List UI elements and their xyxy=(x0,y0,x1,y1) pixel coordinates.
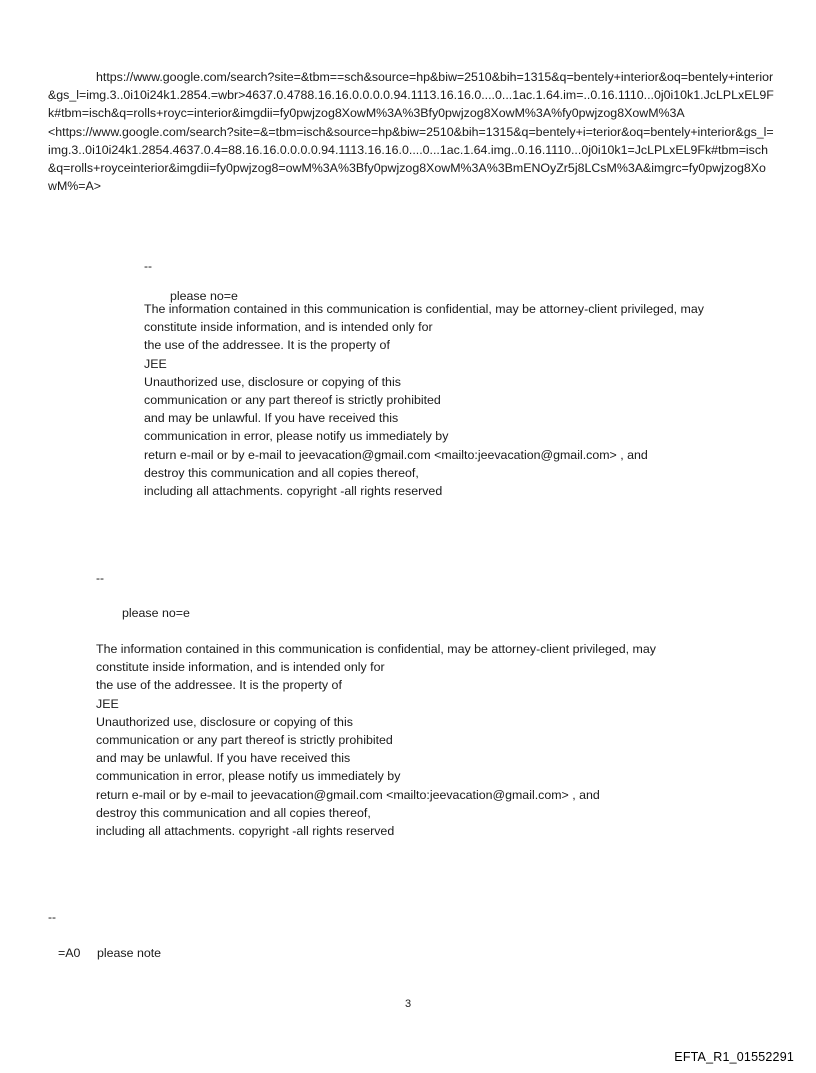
disclaimer-1-line: including all attachments. copyright -all rights reserved xyxy=(144,484,443,499)
disclaimer-1-line: constitute inside information, and is intended only for xyxy=(144,320,433,335)
disclaimer-2-line: Unauthorized use, disclosure or copying of this xyxy=(96,714,353,729)
url-line-1[interactable]: https://www.google.com/search?site=&tbm==sch&source=hp&biw=2510&bih=1315&q=bentely+interior&oq=bentely+interior&gs_l=img.3..0i10i24k1.2854.=wbr>4637.0.4788.16.16.0.0.0.0.94.1113.16.16.0....0...1ac.1.64.im=..0.16.1110...0j0i10k1.JcLPLxEL9Fk#tbm=isch&q=rolls+royc=interior&imgdii=fy0pwjzog8XowM%3A%3Bfy0pwjzog8XowM%3A%fy0pwjzog8XowM%3A xyxy=(48,70,774,121)
url-line-2[interactable]: <https://www.google.com/search?site=&=tbm=isch&source=hp&biw=2510&bih=1315&q=bentely+i=terior&oq=bentely+interior&gs_l=img.3..0i10i24k1.2854.4637.0.4=88.16.16.0.0.0.0.94.1113.16.16.0....0...1ac.1.64.img..0.16.1110...0j0i10k1=JcLPLxEL9Fk#tbm=isch&q=rolls+royceinterior&imgdii=fy0pwjzog8=owM%3A%3Bfy0pwjzog8XowM%3A%3BmENOyZr5j8LCsM%3A&imgrc=fy0pwjzog8XowM%=A> xyxy=(48,124,774,194)
disclaimer-2 xyxy=(96,640,656,840)
disclaimer-2-line: JEE xyxy=(96,696,119,711)
document-id: EFTA_R1_01552291 xyxy=(674,1050,794,1064)
disclaimer-1-line: communication or any part thereof is strictly prohibited xyxy=(144,393,441,408)
disclaimer-2-line: communication in error, please notify us immediately by xyxy=(96,769,401,784)
separator-3: -- xyxy=(48,910,56,924)
separator-1: -- xyxy=(144,259,152,273)
page-number: 3 xyxy=(404,998,412,1010)
disclaimer-2-line: and may be unlawful. If you have received this xyxy=(96,751,351,766)
disclaimer-2-line: including all attachments. copyright -all rights reserved xyxy=(96,824,395,839)
disclaimer-1-line: the use of the addressee. It is the property of xyxy=(144,338,390,353)
note-title-2: please no=e xyxy=(122,606,190,620)
disclaimer-1-line: and may be unlawful. If you have received this xyxy=(144,411,399,426)
disclaimer-1-line: The information contained in this communication is confidential, may be attorney-client privileged, may xyxy=(144,302,704,316)
disclaimer-1-line: return e-mail or by e-mail to jeevacation@gmail.com <mailto:jeevacation@gmail.com> , and xyxy=(144,447,648,462)
disclaimer-2-line: the use of the addressee. It is the property of xyxy=(96,678,342,693)
disclaimer-1 xyxy=(144,300,704,500)
disclaimer-2-line: The information contained in this communication is confidential, may be attorney-client privileged, may xyxy=(96,642,656,656)
separator-2: -- xyxy=(96,571,104,585)
disclaimer-2-line: return e-mail or by e-mail to jeevacation@gmail.com <mailto:jeevacation@gmail.com> , and xyxy=(96,787,600,802)
disclaimer-1-line: JEE xyxy=(144,356,167,371)
note-title-3: please note xyxy=(97,946,162,960)
note-prefix-3: =A0 xyxy=(58,946,81,960)
url-block xyxy=(48,68,774,195)
disclaimer-2-line: communication or any part thereof is strictly prohibited xyxy=(96,733,393,748)
disclaimer-2-line: destroy this communication and all copies thereof, xyxy=(96,805,371,820)
disclaimer-1-line: Unauthorized use, disclosure or copying of this xyxy=(144,374,401,389)
disclaimer-1-line: communication in error, please notify us immediately by xyxy=(144,429,449,444)
disclaimer-2-line: constitute inside information, and is intended only for xyxy=(96,660,385,675)
note-title-1: please no=e xyxy=(170,289,238,303)
disclaimer-1-line: destroy this communication and all copies thereof, xyxy=(144,465,419,480)
